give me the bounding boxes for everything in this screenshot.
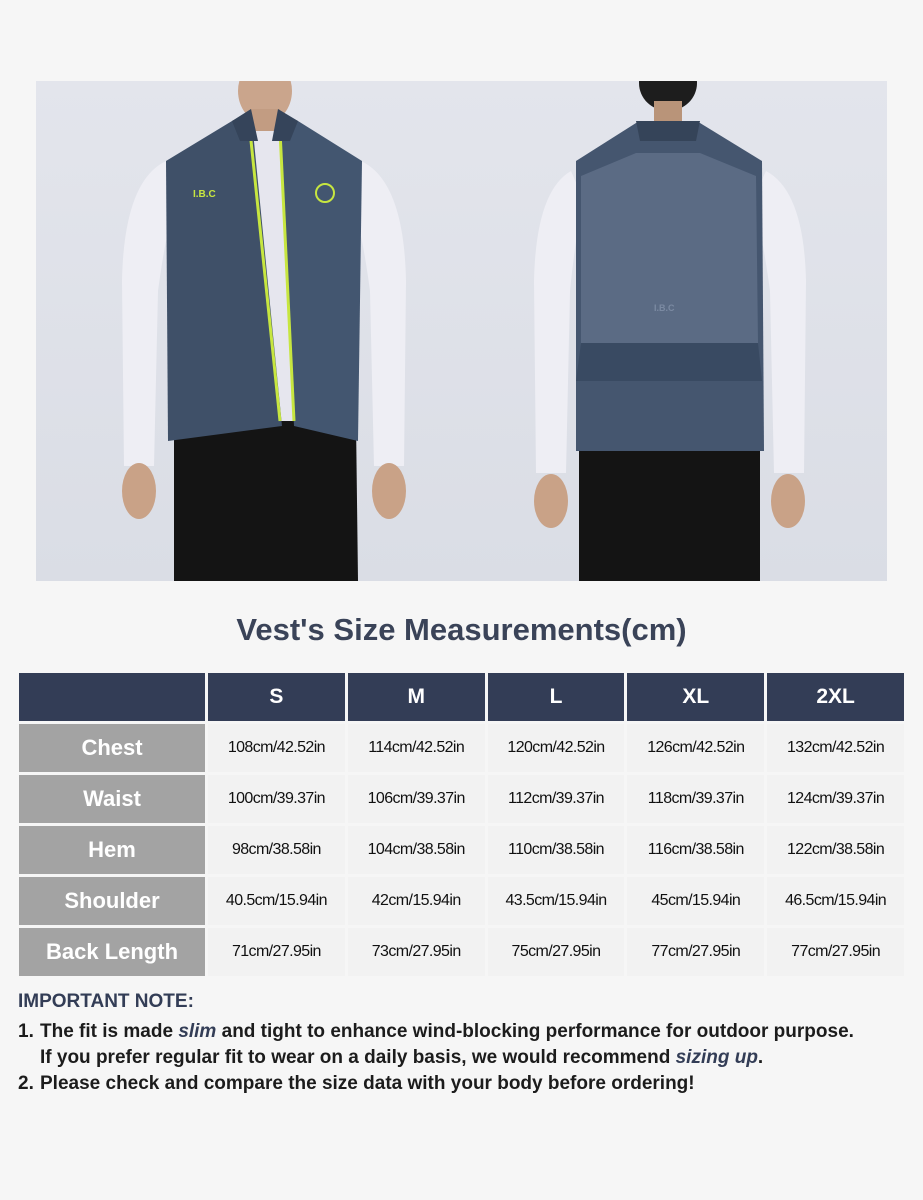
column-header: L bbox=[488, 673, 625, 721]
table-row bbox=[19, 877, 904, 925]
table-cell: 106cm/39.37in bbox=[348, 775, 485, 823]
note-text-part: The fit is made bbox=[40, 1021, 179, 1042]
table-cell: 110cm/38.58in bbox=[488, 826, 625, 874]
note-number: 1. bbox=[18, 1021, 34, 1042]
note-text bbox=[40, 1019, 898, 1071]
table-cell: 98cm/38.58in bbox=[208, 826, 345, 874]
table-cell: 116cm/38.58in bbox=[627, 826, 764, 874]
front-view-model bbox=[122, 81, 406, 581]
table-corner-cell bbox=[19, 673, 205, 721]
column-header: M bbox=[348, 673, 485, 721]
row-header: Waist bbox=[19, 775, 205, 823]
note-emphasis: slim bbox=[178, 1021, 217, 1042]
table-cell: 114cm/42.52in bbox=[348, 724, 485, 772]
page-title: Vest's Size Measurements(cm) bbox=[236, 612, 687, 647]
row-header: Shoulder bbox=[19, 877, 205, 925]
note-text-part: and tight to enhance wind-blocking performance for outdoor purpose. bbox=[216, 1021, 854, 1042]
note-text-part: If you prefer regular fit to wear on a daily basis, we would recommend bbox=[40, 1047, 676, 1068]
table-row bbox=[19, 928, 904, 976]
table-cell: 77cm/27.95in bbox=[767, 928, 904, 976]
table-cell: 124cm/39.37in bbox=[767, 775, 904, 823]
note-text: Please check and compare the size data with your body before ordering! bbox=[40, 1073, 695, 1094]
important-notes bbox=[18, 991, 898, 1097]
table-cell: 120cm/42.52in bbox=[488, 724, 625, 772]
note-item bbox=[18, 1071, 898, 1097]
size-chart-table bbox=[16, 670, 907, 979]
table-cell: 75cm/27.95in bbox=[488, 928, 625, 976]
table-cell: 77cm/27.95in bbox=[627, 928, 764, 976]
table-cell: 46.5cm/15.94in bbox=[767, 877, 904, 925]
note-number: 2. bbox=[18, 1073, 34, 1094]
notes-heading: IMPORTANT NOTE: bbox=[18, 991, 194, 1012]
table-cell: 42cm/15.94in bbox=[348, 877, 485, 925]
table-cell: 43.5cm/15.94in bbox=[488, 877, 625, 925]
back-logo-text: I.B.C bbox=[654, 303, 675, 313]
table-cell: 45cm/15.94in bbox=[627, 877, 764, 925]
table-row bbox=[19, 724, 904, 772]
table-cell: 118cm/39.37in bbox=[627, 775, 764, 823]
row-header: Chest bbox=[19, 724, 205, 772]
row-header: Hem bbox=[19, 826, 205, 874]
table-cell: 40.5cm/15.94in bbox=[208, 877, 345, 925]
column-header: XL bbox=[627, 673, 764, 721]
table-row bbox=[19, 775, 904, 823]
table-cell: 73cm/27.95in bbox=[348, 928, 485, 976]
note-emphasis: sizing up bbox=[675, 1047, 758, 1068]
table-cell: 132cm/42.52in bbox=[767, 724, 904, 772]
table-cell: 71cm/27.95in bbox=[208, 928, 345, 976]
column-header: 2XL bbox=[767, 673, 904, 721]
note-text-part: . bbox=[757, 1047, 764, 1068]
row-header: Back Length bbox=[19, 928, 205, 976]
note-item bbox=[18, 1019, 898, 1071]
table-cell: 104cm/38.58in bbox=[348, 826, 485, 874]
table-cell: 122cm/38.58in bbox=[767, 826, 904, 874]
front-logo-text: I.B.C bbox=[193, 189, 216, 200]
table-cell: 126cm/42.52in bbox=[627, 724, 764, 772]
table-cell: 100cm/39.37in bbox=[208, 775, 345, 823]
table-cell: 112cm/39.37in bbox=[488, 775, 625, 823]
column-header: S bbox=[208, 673, 345, 721]
table-cell: 108cm/42.52in bbox=[208, 724, 345, 772]
table-header-row bbox=[19, 673, 904, 721]
table-row bbox=[19, 826, 904, 874]
product-photo bbox=[36, 81, 887, 581]
back-view-model bbox=[534, 81, 806, 581]
